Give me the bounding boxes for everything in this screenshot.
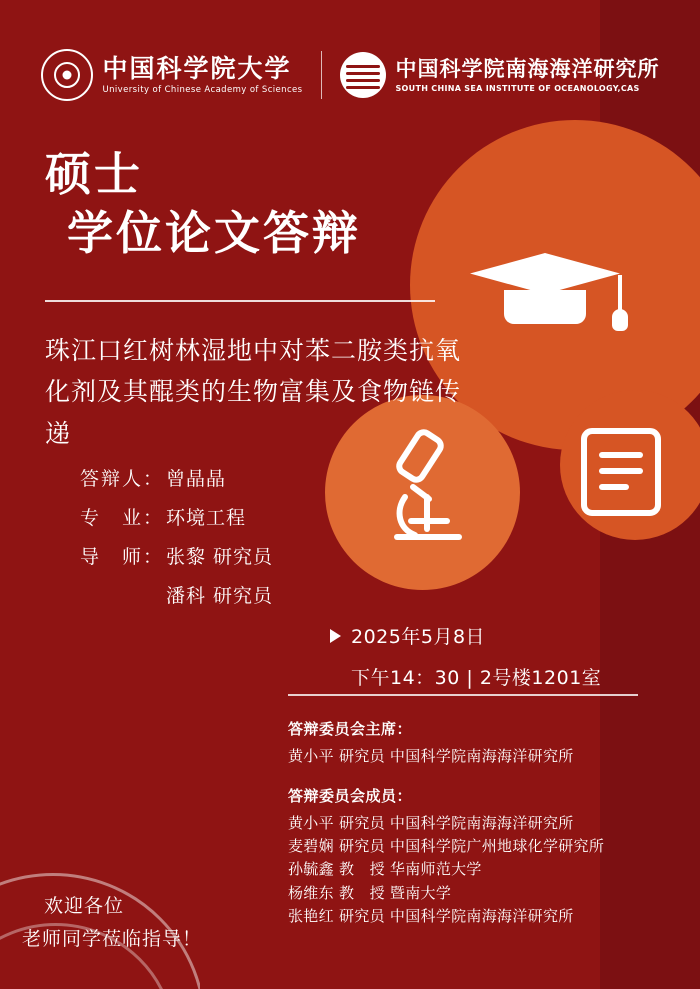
info-row-major [80,509,273,528]
document-icon [570,425,680,520]
info-label: 专 业： [80,507,165,529]
defense-time-place: 下午14：30 | 2号楼1201室 [351,667,602,689]
header-logos [0,40,700,110]
committee-chair-heading: 答辩委员会主席： [288,720,413,738]
logo-divider [321,51,322,99]
title-divider [45,300,435,302]
triangle-bullet-icon [330,629,341,643]
scsio-logo-text [396,57,660,93]
scsio-name-cn: 中国科学院南海海洋研究所 [395,56,660,81]
defense-info [80,470,273,626]
committee-members-heading: 答辩委员会成员： [288,786,413,805]
info-value: 曾晶晶 [166,468,227,490]
ucas-logo-text [103,55,303,95]
title-line-1: 硕士 [45,147,143,201]
welcome-line-2: 老师同学莅临指导！ [22,928,203,951]
graduation-cap-icon [470,235,670,355]
info-label: 导 师： [80,546,165,568]
info-row-presenter [80,470,273,489]
committee-member: 张艳红 研究员 中国科学院南海海洋研究所 [288,906,574,925]
committee-member: 麦碧娴 研究员 中国科学院广州地球化学研究所 [288,837,605,855]
info-value: 环境工程 [166,507,247,529]
defense-date: 2025年5月8日 [351,626,486,648]
scsio-name-en: SOUTH CHINA SEA INSTITUTE OF OCEANOLOGY,CAS [395,83,640,93]
date-row [330,622,601,649]
committee-member: 杨维东 教 授 暨南大学 [288,883,452,902]
committee-block [288,718,668,928]
committee-chair-member: 黄小平 研究员 中国科学院南海海洋研究所 [288,747,574,766]
committee-member: 孙毓鑫 教 授 华南师范大学 [288,860,482,879]
defense-datetime [330,622,601,704]
info-row-advisor [80,548,273,567]
welcome-message [22,890,202,957]
ucas-seal-icon [41,49,93,101]
scsio-waves-icon [340,52,386,98]
committee-divider [288,694,638,696]
info-value: 张黎 研究员 [166,546,274,568]
time-place-row [330,663,601,690]
committee-spacer [288,769,668,785]
info-value: 潘科 研究员 [166,585,274,607]
ucas-name-cn: 中国科学院大学 [102,54,292,84]
welcome-line-1: 欢迎各位 [44,895,125,917]
page-title [45,148,361,260]
info-row-advisor-second [80,587,273,606]
info-label: 答辩人： [80,468,165,490]
title-line-2: 学位论文答辩 [67,205,361,260]
committee-member: 黄小平 研究员 中国科学院南海海洋研究所 [288,813,574,832]
ucas-logo [41,49,303,101]
thesis-subject: 珠江口红树林湿地中对苯二胺类抗氧化剂及其醌类的生物富集及食物链传递 [45,336,462,448]
ucas-name-en: University of Chinese Academy of Sciences [102,84,303,95]
scsio-logo [340,52,660,98]
